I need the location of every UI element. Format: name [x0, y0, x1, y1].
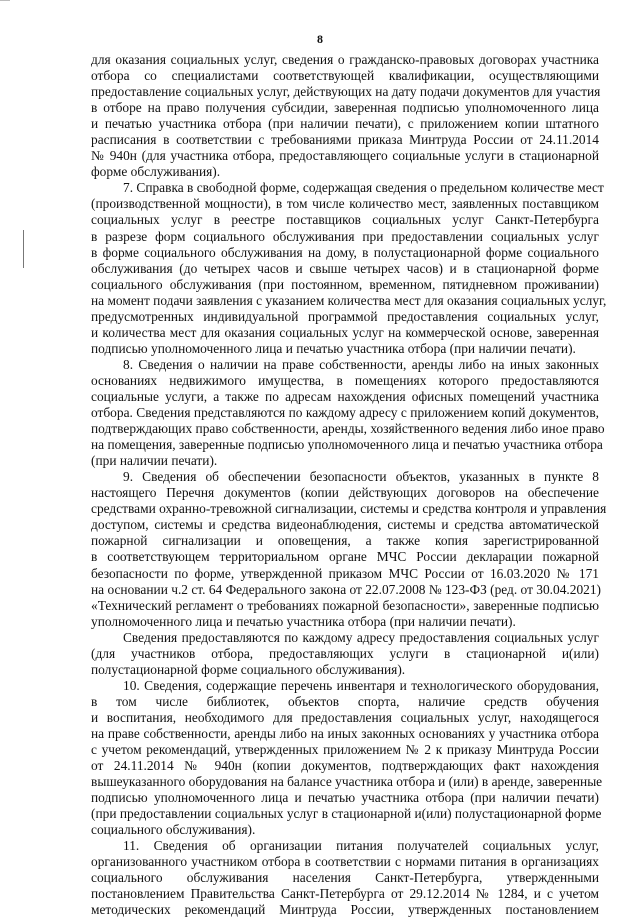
text-line: настоящего Перечня документов (копии действующих договоров на обеспечение [91, 485, 599, 501]
text-line: в отборе на право получения субсидии, заверенная подписью уполномоченного лица [91, 100, 599, 116]
text-line: 8. Сведения о наличии на праве собственности, аренды либо на иных законных [123, 356, 599, 372]
text-line: безопасности по форме, утвержденной приказом МЧС России от 16.03.2020 № 171 [91, 565, 599, 581]
text-line: вышеуказанного оборудования на балансе участника отбора и (или) в аренде, заверенные [91, 774, 603, 790]
text-line: в форме социального обслуживания на дому, в полустационарной форме социального [91, 244, 599, 260]
text-line: от 24.11.2014 № 940н (копии документов, подтверждающих факт нахождения [91, 758, 599, 774]
text-line: обслуживания (до четырех часов и свыше четырех часов) и в стационарной форме [91, 260, 599, 276]
text-line: подтверждающих право собственности, аренды, хозяйственного ведения либо иное право [91, 421, 605, 437]
document-body-text [91, 52, 607, 919]
text-line: подписью уполномоченного лица и печатью участника отбора (при наличии печати). [91, 340, 576, 356]
text-line: 9. Сведения об обеспечении безопасности объектов, указанных в пункте 8 [123, 469, 599, 485]
text-line: средствами охранно-тревожной сигнализации, системы и средства контроля и управления [91, 501, 607, 517]
text-line: (для участников отбора, предоставляющих услуги в стационарной и(или) [91, 645, 599, 661]
text-line: с учетом рекомендаций, утвержденных приложением № 2 к приказу Минтруда России [91, 742, 599, 758]
text-line: социального обслуживания). [91, 822, 256, 838]
text-line: основаниях недвижимого имущества, в помещениях которого предоставляются [91, 372, 599, 388]
text-line: доступом, системы и средства видеонаблюдения, системы и средства автоматической [91, 517, 599, 533]
text-line: на помещения, заверенные подписью уполномоченного лица и печатью участника отбора [91, 437, 603, 453]
text-line: (при наличии печати). [91, 453, 218, 469]
text-line: отбора со специалистами соответствующей квалификации, осуществляющими [91, 68, 599, 84]
text-line: в соответствующем территориальном органе МЧС России декларации пожарной [91, 549, 599, 565]
text-line: и печатью участника отбора (при наличии печати), с приложением копии штатного [91, 116, 599, 132]
text-line: (при предоставлении социальных услуг в стационарной и(или) полустационарной форме [91, 806, 602, 822]
scan-margin-mark [23, 230, 24, 268]
text-line: для оказания социальных услуг, сведения о гражданско-правовых договорах участника [91, 52, 599, 67]
text-line: и количества мест для оказания социальных услуг на коммерческой основе, заверенная [91, 324, 599, 340]
text-line: (производственной мощности), в том числе количество мест, заявленных поставщиком [91, 196, 599, 212]
text-line: подписью уполномоченного лица и печатью участника отбора (при наличии печати) [91, 790, 599, 806]
text-line: социальные услуги, а также по адресам нахождения офисных помещений участника [91, 388, 599, 404]
text-line: на момент подачи заявления с указанием количества мест для оказания социальных услуг, [91, 292, 607, 308]
text-line: методических рекомендаций Минтруда России, утвержденных постановлением [91, 902, 599, 918]
text-line: предусмотренных индивидуальной программой предоставления социальных услуг, [91, 308, 599, 324]
text-line: предоставление социальных услуг, действующих на дату подачи документов для участия [91, 84, 601, 100]
text-line: и воспитания, необходимого для предоставления социальных услуг, находящегося [91, 709, 599, 725]
text-line: Сведения предоставляются по каждому адресу предоставления социальных услуг [123, 629, 599, 645]
text-line: отбора. Сведения представляются по каждому адресу с приложением копий документов, [91, 405, 599, 421]
text-line: 10. Сведения, содержащие перечень инвентаря и технологического оборудования, [123, 677, 599, 693]
text-line: организованного участником отбора в соответствии с нормами питания в организациях [91, 854, 599, 870]
text-line: на праве собственности, аренды либо на иных законных основаниях у участника отбора [91, 725, 599, 741]
text-line: форме обслуживания). [91, 164, 221, 180]
text-line: «Технический регламент о требованиях пожарной безопасности», заверенные подписью [91, 597, 599, 613]
text-line: постановлением Правительства Санкт-Петербурга от 29.12.2014 № 1284, и с учетом [91, 886, 599, 902]
text-line: на основании ч.2 ст. 64 Федерального закона от 22.07.2008 № 123-ФЗ (ред. от 30.04.2021) [91, 581, 601, 597]
text-line: в разрезе форм социального обслуживания при предоставлении социальных услуг [91, 228, 599, 244]
page-number: 8 [317, 32, 323, 46]
text-line: полустационарной форме социального обслуживания). [91, 661, 406, 677]
text-line: 7. Справка в свободной форме, содержащая сведения о предельном количестве мест [123, 180, 604, 196]
scan-edge-mark [0, 0, 10, 1]
text-line: в том числе библиотек, объектов спорта, наличие средств обучения [91, 693, 599, 709]
text-line: социального обслуживания (при постоянном, временном, пятидневном проживании) [91, 276, 599, 292]
text-line: 11. Сведения об организации питания получателей социальных услуг, [123, 838, 599, 854]
text-line: пожарной сигнализации и оповещения, а также копия зарегистрированной [91, 533, 599, 549]
text-line: уполномоченного лица и печатью участника отбора (при наличии печати). [91, 613, 516, 629]
text-line: социальных услуг в реестре поставщиков социальных услуг Санкт-Петербурга [91, 212, 599, 228]
text-line: № 940н (для участника отбора, предоставляющего социальные услуги в стационарной [91, 148, 599, 164]
text-line: социального обслуживания населения Санкт-Петербурга, утвержденными [91, 870, 599, 886]
text-line: расписания в соответствии с требованиями приказа Минтруда России от 24.11.2014 [91, 132, 599, 148]
